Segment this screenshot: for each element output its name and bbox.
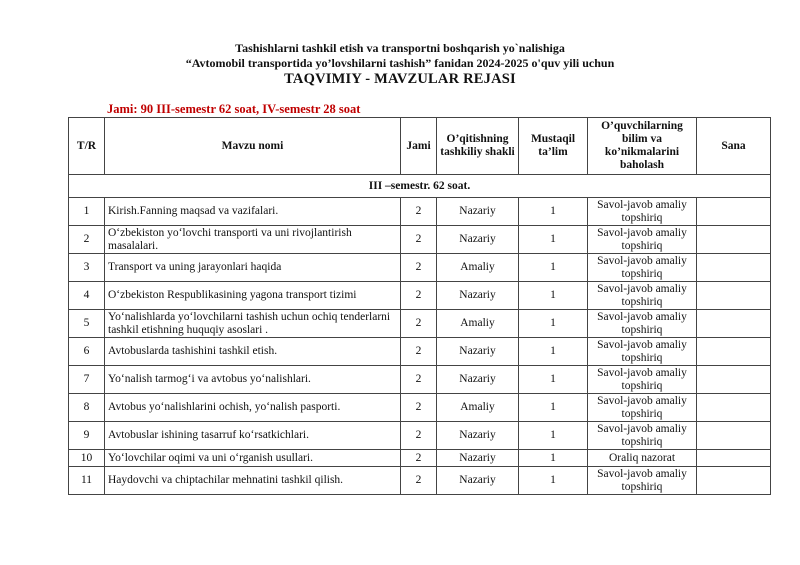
row-number: 9	[69, 422, 105, 450]
teaching-form: Nazariy	[437, 338, 519, 366]
teaching-form: Nazariy	[437, 198, 519, 226]
row-number: 2	[69, 226, 105, 254]
topic-name: Transport va uning jarayonlari haqida	[105, 254, 401, 282]
teaching-form: Amaliy	[437, 310, 519, 338]
header-line-1: Tashishlarni tashkil etish va transportni boshqarish yo`nalishiga	[235, 41, 565, 55]
topic-name: Yo‘nalish tarmog‘i va avtobus yo‘nalishlari.	[105, 366, 401, 394]
independent-hours: 1	[519, 226, 588, 254]
date-cell	[697, 366, 771, 394]
total-hours: 2	[401, 422, 437, 450]
table-row	[69, 394, 771, 422]
assessment-type: Oraliq nazorat	[588, 450, 697, 467]
section-row	[69, 175, 771, 198]
table-row	[69, 226, 771, 254]
table-header-row	[69, 118, 771, 175]
topic-name: Kirish.Fanning maqsad va vazifalari.	[105, 198, 401, 226]
independent-hours: 1	[519, 282, 588, 310]
topic-name: O‘zbekiston Respublikasining yagona transport tizimi	[105, 282, 401, 310]
row-number: 10	[69, 450, 105, 467]
total-hours: 2	[401, 282, 437, 310]
topic-name: Yo‘lovchilar oqimi va uni o‘rganish usullari.	[105, 450, 401, 467]
assessment-type: Savol-javob amaliy topshiriq	[588, 198, 697, 226]
total-hours: 2	[401, 198, 437, 226]
independent-hours: 1	[519, 198, 588, 226]
assessment-type: Savol-javob amaliy topshiriq	[588, 422, 697, 450]
date-cell	[697, 226, 771, 254]
col-header-independent: Mustaqil ta’lim	[519, 118, 588, 175]
row-number: 8	[69, 394, 105, 422]
independent-hours: 1	[519, 254, 588, 282]
date-cell	[697, 394, 771, 422]
date-cell	[697, 450, 771, 467]
total-hours: 2	[401, 467, 437, 495]
col-header-tr: T/R	[69, 118, 105, 175]
assessment-type: Savol-javob amaliy topshiriq	[588, 467, 697, 495]
row-number: 3	[69, 254, 105, 282]
total-hours: 2	[401, 226, 437, 254]
table-row	[69, 450, 771, 467]
table-row	[69, 282, 771, 310]
teaching-form: Nazariy	[437, 422, 519, 450]
date-cell	[697, 310, 771, 338]
table-row	[69, 338, 771, 366]
hours-summary: Jami: 90 III-semestr 62 soat, IV-semestr 28 soat	[107, 102, 361, 116]
assessment-type: Savol-javob amaliy topshiriq	[588, 310, 697, 338]
schedule-table	[68, 117, 771, 495]
total-hours: 2	[401, 394, 437, 422]
teaching-form: Nazariy	[437, 366, 519, 394]
total-hours: 2	[401, 338, 437, 366]
date-cell	[697, 422, 771, 450]
table-row	[69, 422, 771, 450]
total-hours: 2	[401, 254, 437, 282]
table-row	[69, 366, 771, 394]
date-cell	[697, 338, 771, 366]
independent-hours: 1	[519, 366, 588, 394]
topic-name: O‘zbekiston yo‘lovchi transporti va uni rivojlantirish masalalari.	[105, 226, 401, 254]
row-number: 1	[69, 198, 105, 226]
teaching-form: Nazariy	[437, 467, 519, 495]
topic-name: Avtobuslar ishining tasarruf ko‘rsatkichlari.	[105, 422, 401, 450]
table-row	[69, 198, 771, 226]
teaching-form: Nazariy	[437, 450, 519, 467]
page-title: TAQVIMIY - MAVZULAR REJASI	[284, 71, 516, 87]
col-header-form: O’qitishning tashkiliy shakli	[437, 118, 519, 175]
table-row	[69, 310, 771, 338]
topic-name: Avtobuslarda tashishini tashkil etish.	[105, 338, 401, 366]
col-header-date: Sana	[697, 118, 771, 175]
teaching-form: Amaliy	[437, 394, 519, 422]
date-cell	[697, 467, 771, 495]
total-hours: 2	[401, 310, 437, 338]
independent-hours: 1	[519, 467, 588, 495]
assessment-type: Savol-javob amaliy topshiriq	[588, 366, 697, 394]
assessment-type: Savol-javob amaliy topshiriq	[588, 282, 697, 310]
independent-hours: 1	[519, 394, 588, 422]
independent-hours: 1	[519, 338, 588, 366]
row-number: 6	[69, 338, 105, 366]
col-header-topic: Mavzu nomi	[105, 118, 401, 175]
col-header-assessment: O’quvchilarning bilim va ko’nikmalarini baholash	[588, 118, 697, 175]
topic-name: Haydovchi va chiptachilar mehnatini tashkil qilish.	[105, 467, 401, 495]
teaching-form: Amaliy	[437, 254, 519, 282]
row-number: 5	[69, 310, 105, 338]
assessment-type: Savol-javob amaliy topshiriq	[588, 226, 697, 254]
col-header-total: Jami	[401, 118, 437, 175]
date-cell	[697, 282, 771, 310]
total-hours: 2	[401, 450, 437, 467]
assessment-type: Savol-javob amaliy topshiriq	[588, 338, 697, 366]
teaching-form: Nazariy	[437, 282, 519, 310]
section-label: III –semestr. 62 soat.	[69, 175, 771, 198]
assessment-type: Savol-javob amaliy topshiriq	[588, 254, 697, 282]
row-number: 4	[69, 282, 105, 310]
date-cell	[697, 198, 771, 226]
independent-hours: 1	[519, 310, 588, 338]
independent-hours: 1	[519, 422, 588, 450]
table-row	[69, 254, 771, 282]
assessment-type: Savol-javob amaliy topshiriq	[588, 394, 697, 422]
independent-hours: 1	[519, 450, 588, 467]
header-line-2: “Avtomobil transportida yo’lovshilarni tashish” fanidan 2024-2025 o'quv yili uchun	[185, 56, 615, 70]
date-cell	[697, 254, 771, 282]
row-number: 7	[69, 366, 105, 394]
topic-name: Yo‘nalishlarda yo‘lovchilarni tashish uchun ochiq tenderlarni tashkil etishning huquqiy asoslari .	[105, 310, 401, 338]
table-row	[69, 467, 771, 495]
row-number: 11	[69, 467, 105, 495]
total-hours: 2	[401, 366, 437, 394]
teaching-form: Nazariy	[437, 226, 519, 254]
topic-name: Avtobus yo‘nalishlarini ochish, yo‘nalish pasporti.	[105, 394, 401, 422]
